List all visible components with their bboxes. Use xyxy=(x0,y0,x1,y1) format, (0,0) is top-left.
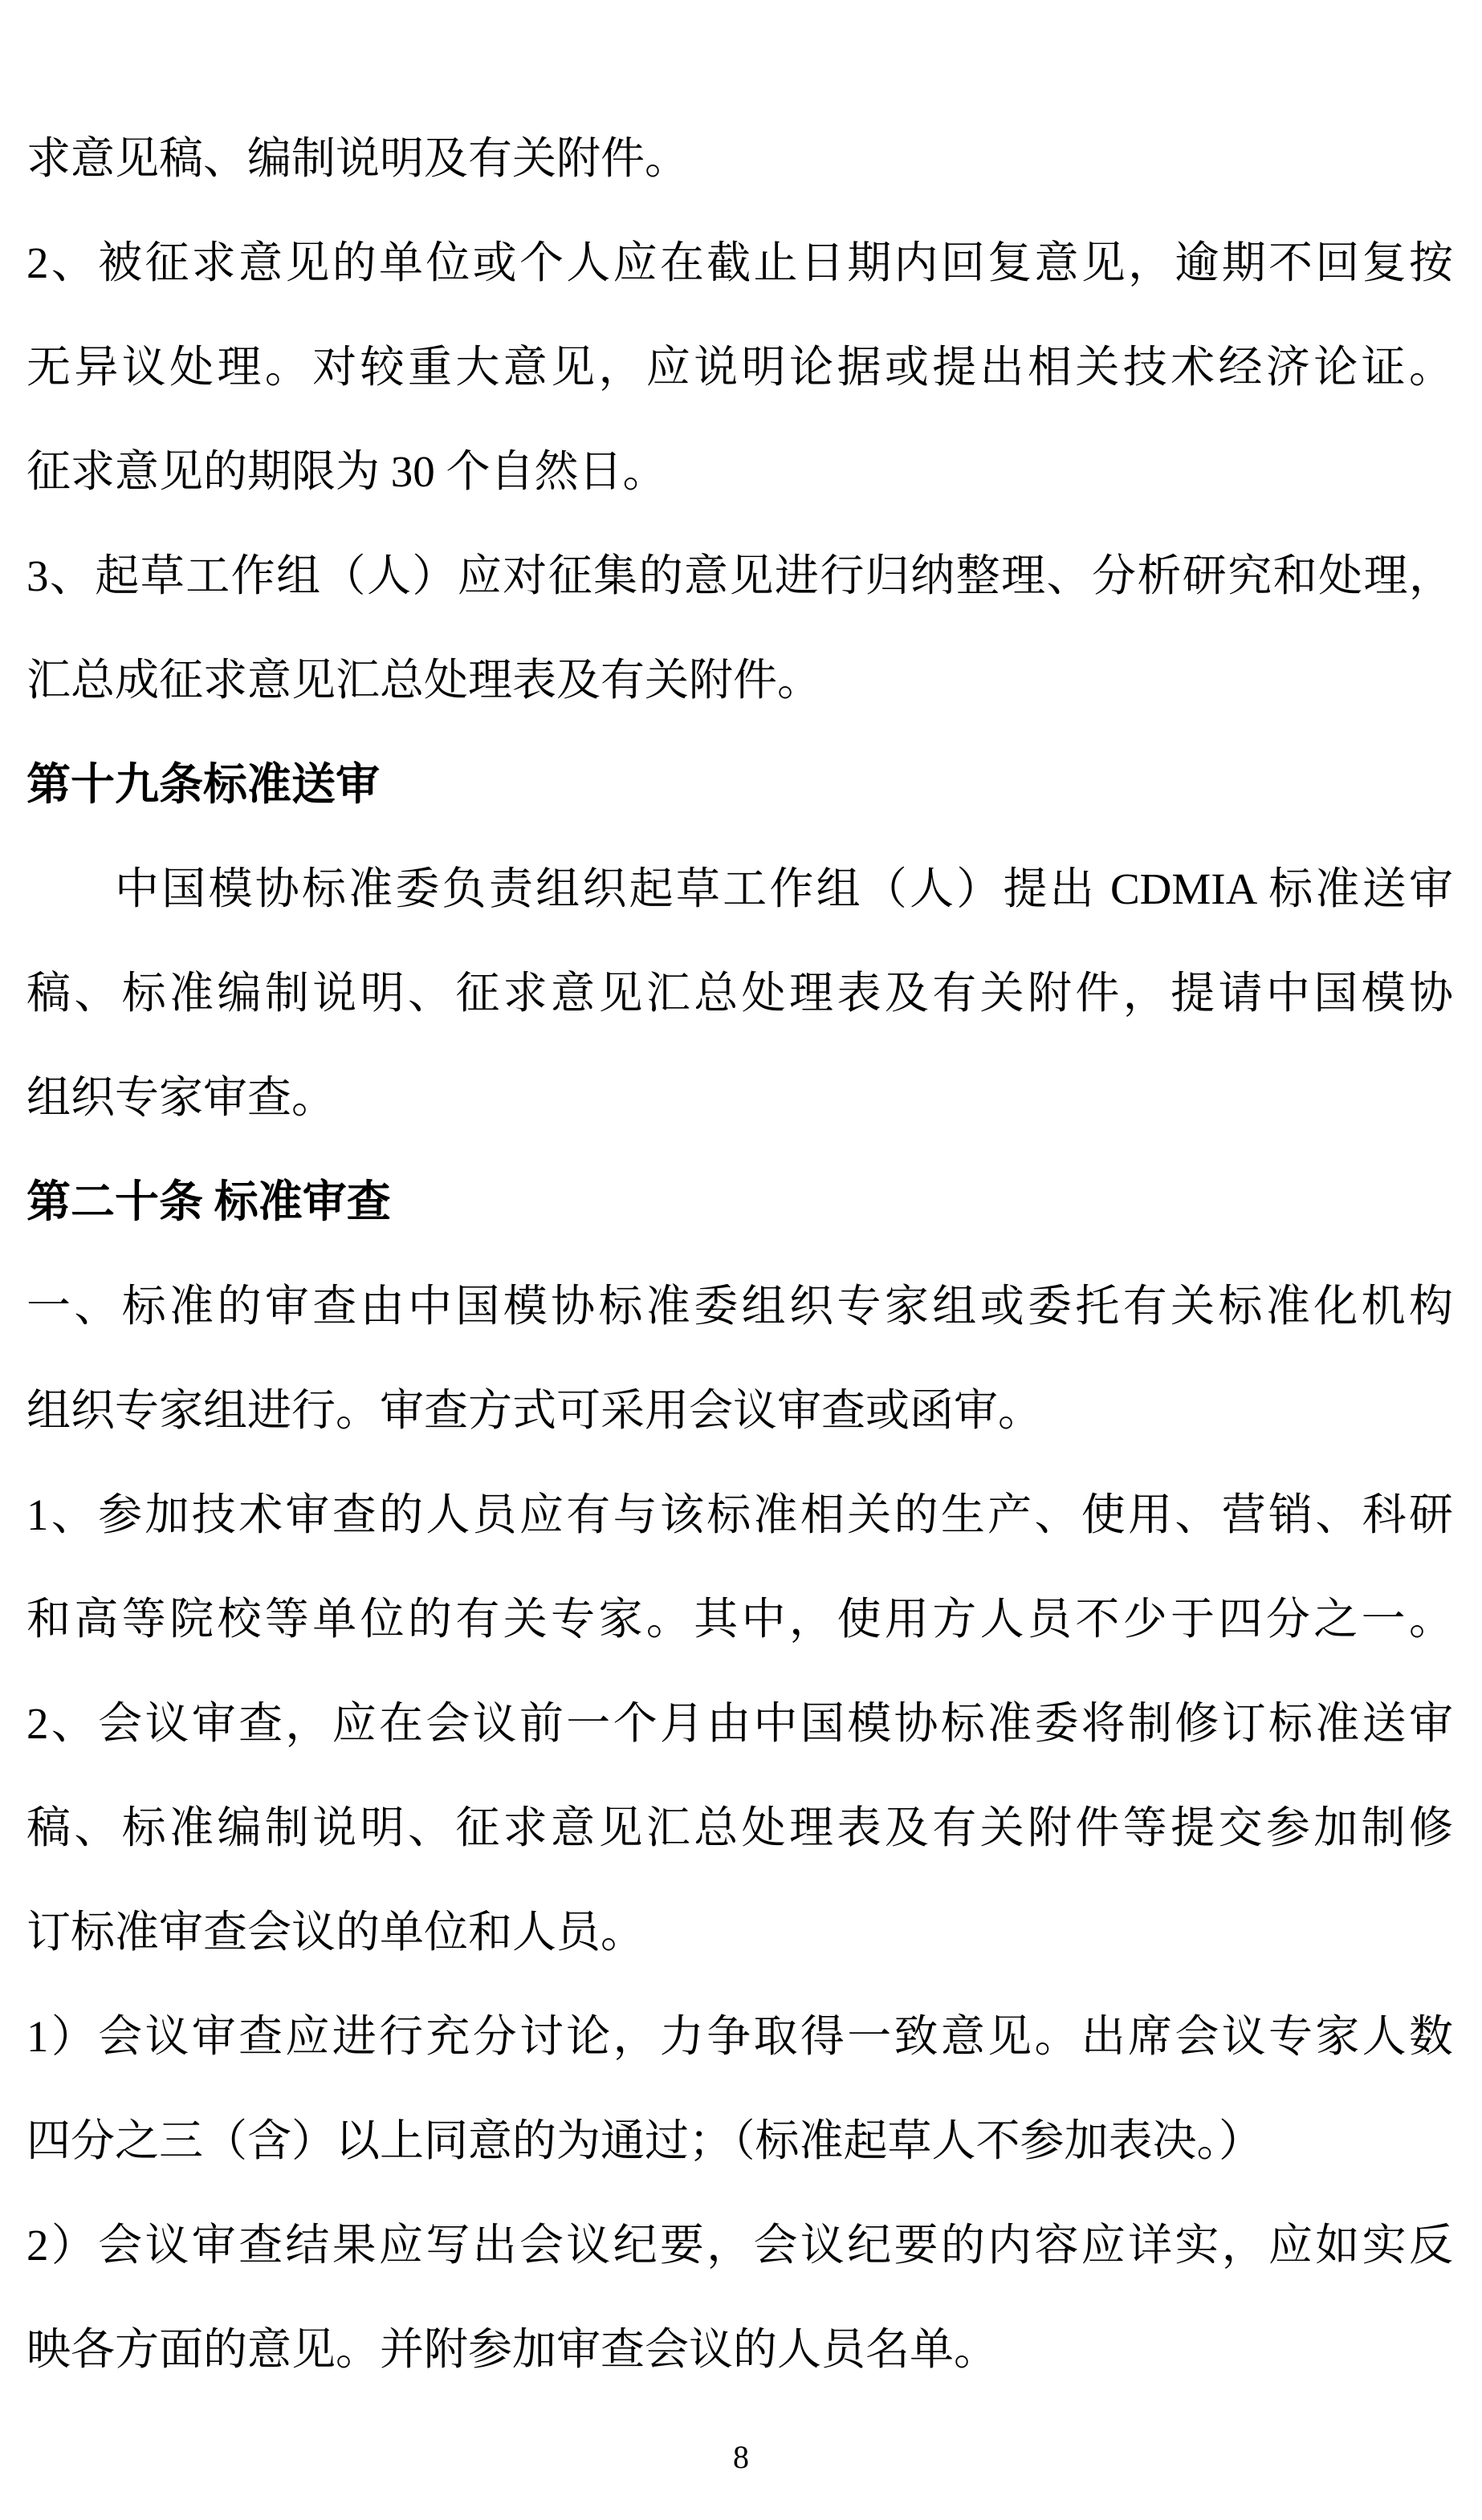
text-line-08: 中国模协标准委负责组织起草工作组（人）提出 CDMIA 标准送审 xyxy=(115,864,1453,913)
text-line-09: 稿、标准编制说明、征求意见汇总处理表及有关附件，提请中国模协 xyxy=(26,969,1453,1018)
text-line-22: 映各方面的意见。并附参加审查会议的人员名单。 xyxy=(26,2325,999,2374)
text-line-12: 一、标准的审查由中国模协标准委组织专家组或委托有关标准化机构 xyxy=(26,1282,1453,1331)
text-line-15: 和高等院校等单位的有关专家。其中，使用方人员不少于四分之一。 xyxy=(26,1595,1453,1644)
text-line-02: 2、被征求意见的单位或个人应在截止日期内回复意见，逾期不回复按 xyxy=(26,238,1453,287)
text-line-17: 稿、标准编制说明、征求意见汇总处理表及有关附件等提交参加制修 xyxy=(26,1803,1453,1852)
text-line-18: 订标准审查会议的单位和人员。 xyxy=(26,1908,645,1957)
page-number: 8 xyxy=(733,2439,749,2475)
text-line-06: 汇总成征求意见汇总处理表及有关附件。 xyxy=(26,656,822,705)
text-block xyxy=(26,107,1453,2402)
text-line-05: 3、起草工作组（人）应对征集的意见进行归纳整理、分析研究和处理， xyxy=(26,551,1453,600)
article-19-heading: 第十九条标准送审 xyxy=(26,760,381,809)
article-20-heading: 第二十条 标准审查 xyxy=(26,1177,391,1226)
text-line-16: 2、会议审查，应在会议前一个月由中国模协标准委将制修订标准送审 xyxy=(26,1699,1453,1748)
text-line-20: 四分之三（含）以上同意的为通过；（标准起草人不参加表决。） xyxy=(26,2116,1264,2165)
text-line-19: 1）会议审查应进行充分讨论，力争取得一致意见。出席会议专家人数 xyxy=(26,2012,1453,2061)
text-line-13: 组织专家组进行。审查方式可采用会议审查或函审。 xyxy=(26,1386,1043,1435)
text-line-03: 无异议处理。对较重大意见，应说明论据或提出相关技术经济论证。 xyxy=(26,343,1453,392)
text-line-14: 1、参加技术审查的人员应有与该标准相关的生产、使用、营销、科研 xyxy=(26,1490,1453,1539)
text-line-01: 求意见稿、编制说明及有关附件。 xyxy=(26,134,690,183)
text-line-10: 组织专家审查。 xyxy=(26,1073,336,1122)
text-line-04: 征求意见的期限为 30 个自然日。 xyxy=(26,447,667,496)
text-line-21: 2）会议审查结果应写出会议纪要，会议纪要的内容应详实，应如实反 xyxy=(26,2221,1453,2270)
